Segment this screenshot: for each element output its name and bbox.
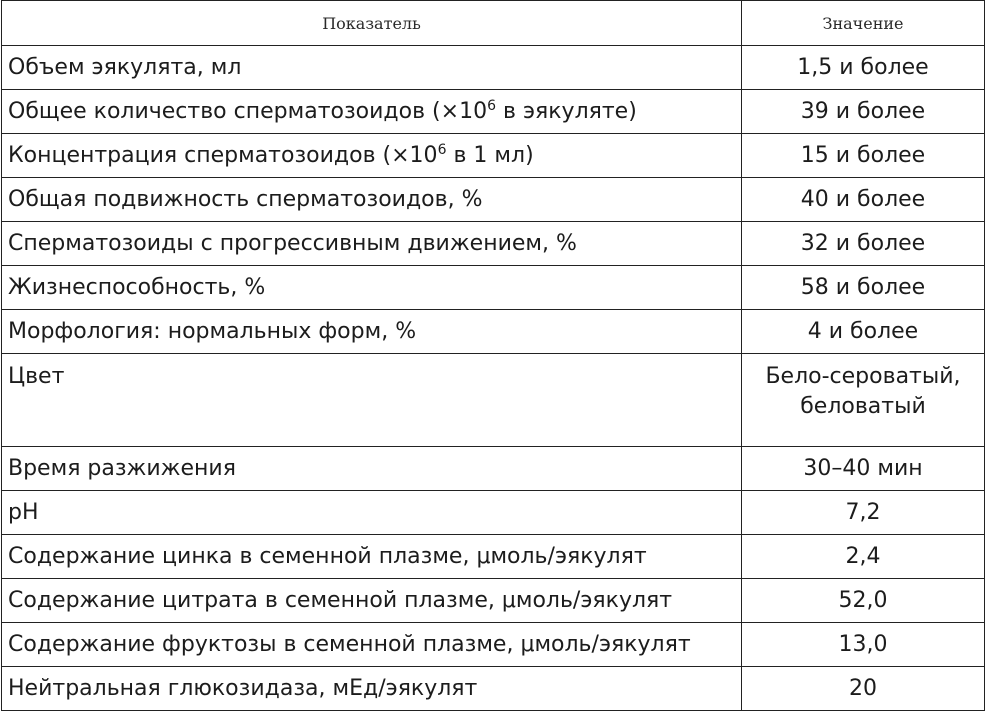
- table-row: [2, 90, 985, 134]
- color-label: Цвет: [2, 354, 742, 447]
- total-motility-label: Общая подвижность сперматозоидов, %: [2, 178, 742, 222]
- morphology-value: 4 и более: [742, 310, 985, 354]
- semen-parameters-table: [1, 0, 985, 711]
- table-row: [2, 266, 985, 310]
- total-sperm-count-label-text: Общее количество сперматозоидов (×10: [8, 98, 488, 124]
- table-row: [2, 46, 985, 90]
- table-row: [2, 623, 985, 667]
- ejaculate-volume-value: 1,5 и более: [742, 46, 985, 90]
- color-value: [742, 354, 985, 447]
- neutral-glucosidase-label: Нейтральная глюкозидаза, мЕд/эякулят: [2, 667, 742, 711]
- sperm-concentration-exponent: 6: [437, 141, 447, 158]
- ph-label: pH: [2, 491, 742, 535]
- table-row: [2, 447, 985, 491]
- table-row: [2, 535, 985, 579]
- table-row: [2, 222, 985, 266]
- table-row: [2, 354, 985, 447]
- ejaculate-volume-label: Объем эякулята, мл: [2, 46, 742, 90]
- total-sperm-count-label-suffix: в эякуляте): [496, 98, 637, 124]
- total-sperm-count-label: [2, 90, 742, 134]
- progressive-motility-label: Сперматозоиды с прогрессивным движением, %: [2, 222, 742, 266]
- table-row: [2, 310, 985, 354]
- progressive-motility-value: 32 и более: [742, 222, 985, 266]
- color-value-line-2: беловатый: [800, 394, 926, 419]
- zinc-content-value: 2,4: [742, 535, 985, 579]
- total-sperm-count-exponent: 6: [487, 97, 496, 114]
- table-row: [2, 579, 985, 623]
- fructose-content-label: Содержание фруктозы в семенной плазме, μмоль/эякулят: [2, 623, 742, 667]
- vitality-value: 58 и более: [742, 266, 985, 310]
- value-column-header: Значение: [742, 1, 985, 46]
- neutral-glucosidase-value: 20: [742, 667, 985, 711]
- table-row: [2, 178, 985, 222]
- sperm-concentration-label: [2, 134, 742, 178]
- table-row: [2, 667, 985, 711]
- morphology-label: Морфология: нормальных форм, %: [2, 310, 742, 354]
- citrate-content-label: Содержание цитрата в семенной плазме, μмоль/эякулят: [2, 579, 742, 623]
- table-row: [2, 134, 985, 178]
- liquefaction-time-label: Время разжижения: [2, 447, 742, 491]
- liquefaction-time-value: 30–40 мин: [742, 447, 985, 491]
- fructose-content-value: 13,0: [742, 623, 985, 667]
- sperm-concentration-label-suffix: в 1 мл): [446, 142, 534, 168]
- sperm-concentration-label-text: Концентрация сперматозоидов (×10: [8, 142, 438, 168]
- vitality-label: Жизнеспособность, %: [2, 266, 742, 310]
- citrate-content-value: 52,0: [742, 579, 985, 623]
- table-header-row: [2, 1, 985, 46]
- ph-value: 7,2: [742, 491, 985, 535]
- total-motility-value: 40 и более: [742, 178, 985, 222]
- indicator-column-header: Показатель: [2, 1, 742, 46]
- table-row: [2, 491, 985, 535]
- total-sperm-count-value: 39 и более: [742, 90, 985, 134]
- zinc-content-label: Содержание цинка в семенной плазме, μмоль/эякулят: [2, 535, 742, 579]
- color-value-line-1: Бело-сероватый,: [765, 364, 961, 389]
- sperm-concentration-value: 15 и более: [742, 134, 985, 178]
